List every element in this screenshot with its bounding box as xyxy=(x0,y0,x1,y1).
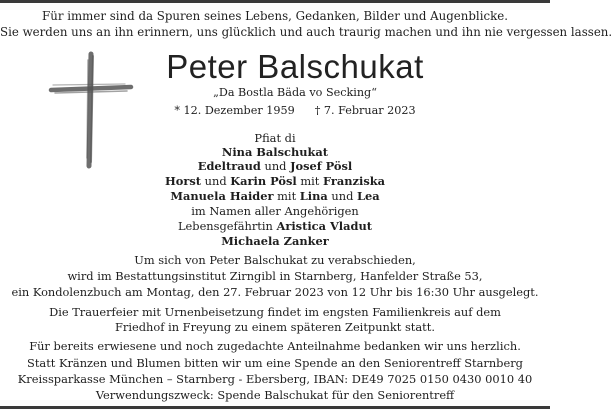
family-line-2: Edeltraud und Josef Pösl xyxy=(197,159,353,173)
farewell-line-3: ein Kondolenzbuch am Montag, den 27. Februar 2023 von 12 Uhr bis 16:30 Uhr ausgelegt. xyxy=(11,285,539,299)
donation-line-2: Kreissparkasse München – Starnberg - Ebersberg, IBAN: DE49 7025 0150 0430 0010 40 xyxy=(17,372,533,386)
intro-line-1: Für immer sind da Spuren seines Lebens, Gedanken, Bilder und Augenblicke. xyxy=(42,9,508,23)
death-date: † 7. Februar 2023 xyxy=(314,104,416,117)
family-line-3: Horst und Karin Pösl mit Franziska xyxy=(164,174,385,188)
family-line-5: im Namen aller Angehörigen xyxy=(191,204,359,218)
family-line-7: Michaela Zanker xyxy=(221,234,329,248)
thanks-line: Für bereits erwiesene und noch zugedachte Anteilnahme bedanken wir uns herzlich. xyxy=(29,339,521,353)
family-line-4: Manuela Haider mit Lina und Lea xyxy=(170,189,380,203)
life-dates xyxy=(130,104,460,118)
burial-line-2: Friedhof in Freyung zu einem späteren Zeitpunkt statt. xyxy=(115,320,435,334)
family-line-6: Lebensgefährtin Aristica Vladut xyxy=(177,219,373,233)
top-border xyxy=(0,0,550,3)
deceased-name: Peter Balschukat xyxy=(166,48,424,85)
farewell-line-2: wird im Bestattungsinstitut Zirngibl in Starnberg, Hanfelder Straße 53, xyxy=(67,269,483,283)
farewell-line-1: Um sich von Peter Balschukat zu verabschieden, xyxy=(134,253,416,267)
burial-line-1: Die Trauerfeier mit Urnenbeisetzung findet im engsten Familienkreis auf dem xyxy=(49,305,501,319)
birth-date: * 12. Dezember 1959 xyxy=(174,104,295,117)
deceased-nickname: „Da Bostla Bäda vo Secking“ xyxy=(213,86,377,99)
donation-line-1: Statt Kränzen und Blumen bitten wir um eine Spende an den Seniorentreff Starnberg xyxy=(27,356,523,370)
donation-line-3: Verwendungszweck: Spende Balschukat für den Seniorentreff xyxy=(95,388,455,402)
intro-line-2: Sie werden uns an ihn erinnern, uns glücklich und auch traurig machen und ihn nie vergessen lassen. xyxy=(0,25,612,39)
family-header: Pfiat di xyxy=(254,131,296,145)
family-line-1: Nina Balschukat xyxy=(221,145,329,159)
